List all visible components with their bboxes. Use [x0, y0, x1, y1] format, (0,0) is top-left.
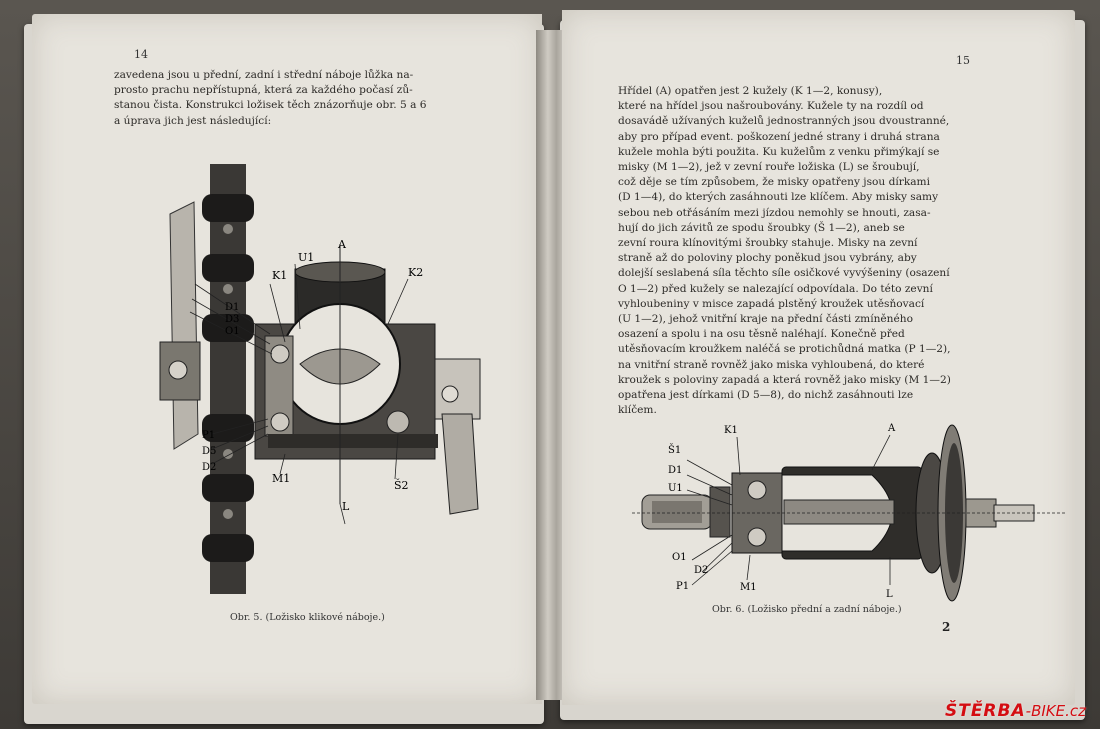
label-o1: O1 — [672, 552, 687, 563]
page-number: 14 — [134, 48, 148, 61]
text-line: (U 1—2), jehož vnitřní kraje na přední části zmíněného — [618, 313, 913, 326]
text-line: zevní roura klínovitými šroubky stahuje. Misky na zevní — [618, 237, 918, 250]
label-o1: O1 — [225, 326, 240, 337]
label-s1: Š1 — [668, 445, 682, 456]
text-line: O 1—2) před kužely se nalezající odpovídala. Do této zevní — [618, 282, 933, 295]
label-u1: U1 — [298, 251, 315, 264]
page-number: 15 — [956, 54, 970, 67]
watermark-domain: -BIKE.cz — [1025, 702, 1086, 720]
label-d1: D1 — [668, 465, 683, 476]
left-page — [32, 14, 542, 704]
text-line: klíčem. — [618, 404, 657, 417]
label-u1: U1 — [668, 483, 683, 494]
label-a: A — [888, 423, 896, 434]
text-line: kroužek s poloviny zapadá a která rovněž jako misky (M 1—2) — [618, 373, 951, 386]
text-line: straně až do poloviny plochy poněkud jsou vybrány, aby — [618, 252, 917, 265]
label-a: A — [338, 238, 346, 251]
text-line: což děje se tím způsobem, že misky opatřeny jsou dírkami — [618, 176, 930, 189]
figure-caption: Obr. 5. (Ložisko klikové náboje.) — [230, 612, 385, 623]
label-m1: M1 — [272, 472, 291, 485]
text-line: kužele mohla býti použita. Ku kuželům z venku přimýkají se — [618, 145, 940, 158]
paragraph — [114, 68, 484, 129]
text-line: a úprava jich jest následující: — [114, 114, 272, 127]
text-line: sebou neb otřásáním mezi jízdou nemohly se hnouti, zasa- — [618, 206, 931, 219]
text-line: utěsňovacím kroužkem naléčá se protichůdná matka (P 1—2), — [618, 343, 951, 356]
label-s2: Š2 — [394, 479, 409, 492]
sprocket-illustration — [202, 164, 254, 594]
label-d2: D2 — [694, 565, 709, 576]
text-line: misky (M 1—2), jež v zevní rouře ložiska (L) se šroubují, — [618, 161, 920, 174]
label-k1: K1 — [272, 269, 288, 282]
figure-6-front-rear-hub-bearing — [632, 415, 1072, 605]
figure-5-crank-hub-bearing — [150, 164, 510, 604]
watermark — [945, 701, 1086, 721]
text-line: aby pro případ event. poškození jedné strany i druhá strana — [618, 130, 940, 143]
text-line: Hřídel (A) opatřen jest 2 kužely (K 1—2, konusy), — [618, 85, 883, 97]
text-line: prosto prachu nepřístupná, která za každého počasí zů- — [114, 84, 413, 97]
label-k1: K1 — [724, 425, 738, 436]
text-line: opatřena jest dírkami (D 5—8), do nichž zasáhnouti lze — [618, 389, 914, 402]
watermark-brand: ŠTĚRBA — [944, 701, 1026, 721]
label-d2: D2 — [202, 462, 217, 473]
label-d1: D1 — [225, 302, 240, 313]
figure-caption: Obr. 6. (Ložisko přední a zadní náboje.) — [712, 604, 902, 615]
text-line: na vnitřní straně rovněž jako miska vyhloubená, do které — [618, 358, 925, 371]
label-d5: D5 — [202, 446, 217, 457]
right-page — [562, 10, 1075, 705]
label-k2: K2 — [408, 266, 424, 279]
text-line: vyhloubeniny v misce zapadá plstěný kroužek utěsňovací — [618, 297, 925, 310]
text-line: hují do jich závitů ze spodu šroubky (Š 1—2), aneb se — [618, 221, 905, 234]
label-p1: P1 — [202, 430, 216, 441]
text-line: zavedena jsou u přední, zadní i střední náboje lůžka na- — [114, 69, 414, 81]
label-m1: M1 — [740, 582, 757, 593]
text-line: které na hřídel jsou našroubovány. Kužele ty na rozdíl od — [618, 100, 924, 113]
label-l: L — [342, 500, 350, 513]
text-line: stanou čista. Konstrukci ložisek těch znázorňuje obr. 5 a 6 — [114, 99, 427, 112]
text-line: dosavádě užívaných kuželů jednostranných jsou dvoustranné, — [618, 115, 950, 128]
text-line: osazení a spolu i na osu těsně naléhají. Konečně před — [618, 328, 905, 341]
text-line: (D 1—4), do kterých zasáhnouti lze klíčem. Aby misky samy — [618, 191, 939, 204]
label-p1: P1 — [676, 581, 690, 592]
text-line: dolejší seslabená síla těchto síle osičkové vyvýšeniny (osazení — [618, 267, 950, 280]
label-d3: D3 — [225, 314, 240, 325]
paragraph — [618, 84, 1034, 418]
label-l: L — [886, 589, 893, 600]
signature-mark: 2 — [942, 620, 951, 634]
